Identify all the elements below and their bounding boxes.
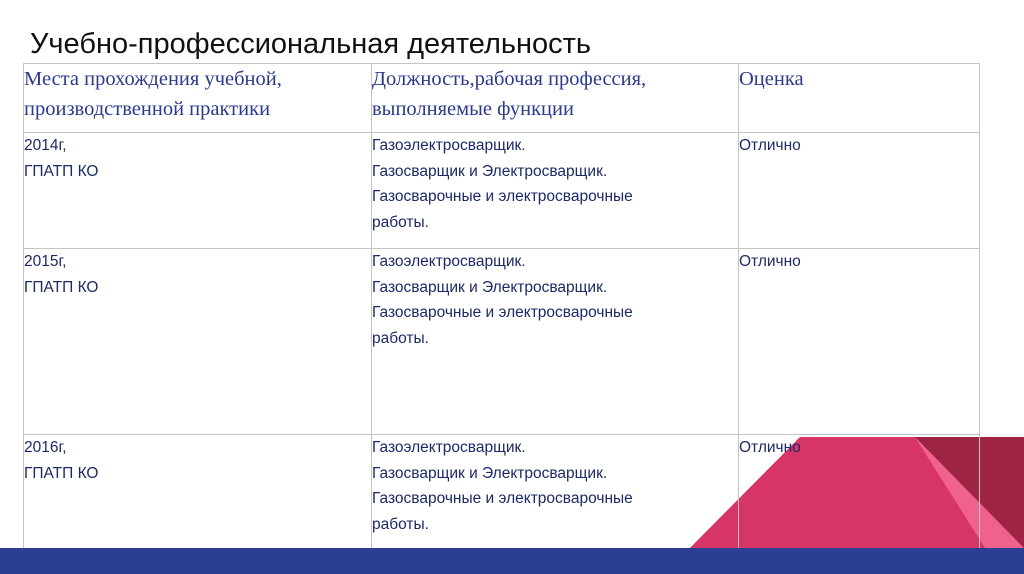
header-functions-line-2: выполняемые функции <box>372 98 574 120</box>
table-header-row <box>24 64 980 133</box>
row-function-line-3: Газосварочные и электросварочные <box>372 188 633 205</box>
header-functions-line-1: Должность,рабочая профессия, <box>372 68 647 90</box>
bottom-bar <box>0 548 1024 574</box>
row-year: 2014г, <box>24 137 67 154</box>
header-places-line-2: производственной практики <box>24 98 271 120</box>
row-function-line-1: Газоэлектросварщик. <box>372 253 526 270</box>
header-grade-line-1: Оценка <box>739 68 804 90</box>
header-places <box>24 64 372 133</box>
slide-title: Учебно-профессиональная деятельность <box>30 28 592 60</box>
row-function-line-4: работы. <box>372 329 429 347</box>
row-functions-cell <box>372 435 739 555</box>
row-grade: Отлично <box>739 137 801 154</box>
header-grade <box>739 64 980 133</box>
table-row <box>24 435 980 555</box>
row-function-line-2: Газосварщик и Электросварщик. <box>372 162 608 180</box>
row-year: 2015г, <box>24 253 67 270</box>
practice-table <box>23 63 980 555</box>
row-organization: ГПАТП КО <box>24 162 99 180</box>
row-place-cell <box>24 133 372 249</box>
header-functions <box>372 64 739 133</box>
row-grade: Отлично <box>739 253 801 270</box>
row-place-cell <box>24 249 372 435</box>
row-function-line-1: Газоэлектросварщик. <box>372 137 526 154</box>
row-functions-cell <box>372 249 739 435</box>
row-organization: ГПАТП КО <box>24 278 99 296</box>
row-function-line-4: работы. <box>372 213 429 231</box>
row-function-line-3: Газосварочные и электросварочные <box>372 304 633 321</box>
row-grade-cell <box>739 435 980 555</box>
row-grade-cell <box>739 249 980 435</box>
header-places-line-1: Места прохождения учебной, <box>24 68 282 90</box>
row-function-line-1: Газоэлектросварщик. <box>372 439 526 456</box>
row-organization: ГПАТП КО <box>24 464 99 482</box>
table-row <box>24 249 980 435</box>
row-function-line-2: Газосварщик и Электросварщик. <box>372 464 608 482</box>
row-year: 2016г, <box>24 439 67 456</box>
row-functions-cell <box>372 133 739 249</box>
row-function-line-2: Газосварщик и Электросварщик. <box>372 278 608 296</box>
row-grade: Отлично <box>739 439 801 456</box>
table-row <box>24 133 980 249</box>
row-function-line-3: Газосварочные и электросварочные <box>372 490 633 507</box>
row-grade-cell <box>739 133 980 249</box>
row-place-cell <box>24 435 372 555</box>
row-function-line-4: работы. <box>372 515 429 533</box>
